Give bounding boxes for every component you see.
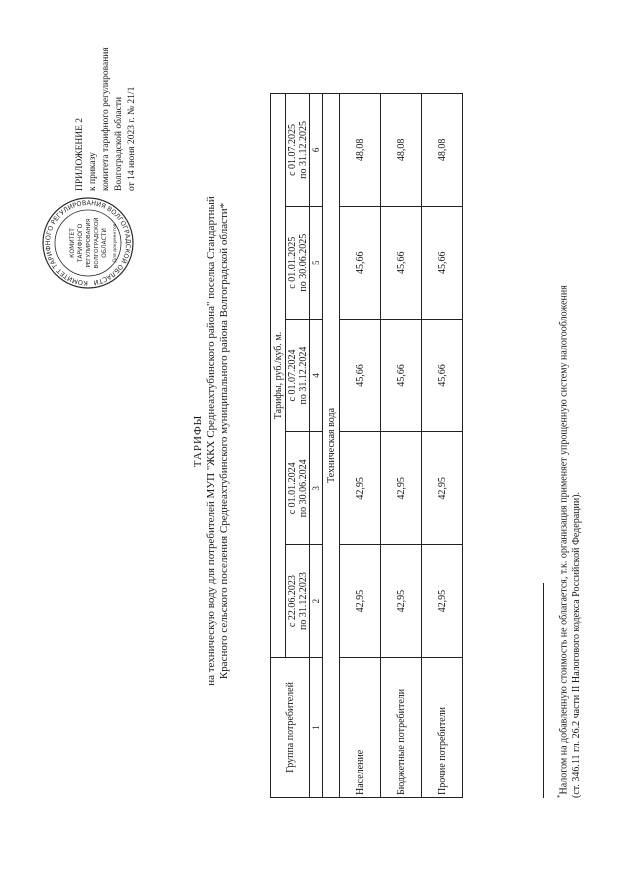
period-to: по 30.06.2025 — [297, 233, 309, 292]
column-number: 3 — [310, 432, 323, 545]
seal-inner-line-5: ОБЛАСТИ — [101, 228, 108, 258]
period-header — [286, 319, 310, 432]
period-header — [286, 94, 310, 207]
tariff-cell: 42,95 — [422, 432, 463, 545]
period-to: по 30.06.2024 — [297, 459, 309, 518]
tariff-cell: 48,08 — [340, 94, 381, 207]
official-seal-stamp — [40, 195, 136, 291]
tariff-cell: 45,66 — [381, 206, 422, 319]
period-from: с 01.07.2025 — [286, 123, 298, 176]
footnote-marker: * — [556, 794, 564, 798]
column-number: 5 — [310, 206, 323, 319]
appendix-title: ПРИЛОЖЕНИЕ 2 — [75, 117, 85, 191]
tariff-cell: 42,95 — [381, 432, 422, 545]
period-from: с 01.01.2025 — [286, 236, 298, 289]
period-to: по 31.12.2023 — [297, 572, 309, 631]
appendix-date-number: от 14 июня 2023 г. № 21/1 — [127, 86, 137, 191]
appendix-region: Волгоградской области — [114, 96, 124, 191]
tariff-cell: 45,66 — [381, 319, 422, 432]
seal-inner-line-3: РЕГУЛИРОВАНИЯ — [86, 218, 92, 268]
period-header — [286, 432, 310, 545]
column-number: 2 — [310, 545, 323, 658]
tariff-cell: 45,66 — [422, 319, 463, 432]
col-header-tariffs: Тарифы, руб./куб. м. — [271, 94, 286, 658]
tariff-cell: 45,66 — [422, 206, 463, 319]
period-header — [286, 545, 310, 658]
period-from: с 01.01.2024 — [286, 462, 298, 515]
tariff-cell: 45,66 — [340, 206, 381, 319]
consumer-group-cell: Бюджетные потребители — [381, 658, 422, 798]
column-number: 6 — [310, 94, 323, 207]
document-title: ТАРИФЫ — [192, 414, 204, 468]
column-number: 1 — [310, 658, 323, 798]
consumer-group-cell: Прочие потребители — [422, 658, 463, 798]
column-number: 4 — [310, 319, 323, 432]
seal-inner-line-1: КОМИТЕТ — [69, 228, 76, 258]
period-to: по 31.12.2025 — [297, 120, 309, 179]
col-header-consumer-group: Группа потребителей — [271, 658, 310, 798]
seal-bottom-text: Для документов — [113, 223, 118, 263]
period-to: по 31.12.2024 — [297, 346, 309, 405]
document-subtitle-line-2: Красного сельского поселения Среднеахтубинского муниципального района Волгоградской области* — [218, 202, 230, 680]
seal-inner-line-4: ВОЛГОГРАДСКОЙ — [94, 217, 100, 269]
period-from: с 22.06.2023 — [286, 575, 298, 628]
table-row — [340, 94, 381, 798]
table-row — [381, 94, 422, 798]
footnote-separator — [543, 583, 544, 798]
tariff-cell: 48,08 — [422, 94, 463, 207]
footnote-line-1 — [554, 93, 570, 798]
footnote — [554, 93, 583, 798]
tariff-cell: 42,95 — [422, 545, 463, 658]
tariff-table — [270, 93, 463, 798]
consumer-group-cell: Население — [340, 658, 381, 798]
document-title-block — [192, 91, 231, 791]
tariff-cell: 42,95 — [340, 545, 381, 658]
footnote-text-1: Налогом на добавленную стоимость не облагается, т.к. организация применяет упрощенную систему налогообложения — [558, 285, 570, 795]
tariff-cell: 45,66 — [340, 319, 381, 432]
table-row — [422, 94, 463, 798]
tariff-cell: 42,95 — [381, 545, 422, 658]
period-from: с 01.07.2024 — [286, 349, 298, 402]
seal-graphic — [40, 195, 136, 291]
appendix-header — [74, 0, 139, 191]
seal-inner-line-2: ТАРИФНОГО — [77, 223, 84, 263]
document-subtitle-line-1: на техническую воду для потребителей МУП "ЖКХ Среднеахтубинского района" поселка Стандартный — [205, 196, 217, 686]
section-header-technical-water: Техническая вода — [323, 94, 340, 798]
appendix-committee: комитета тарифного регулирования — [101, 47, 111, 191]
footnote-line-2: (ст. 346.11 гл. 26.2 части II Налогового кодекса Российской Федерации). — [571, 491, 583, 798]
tariff-cell: 42,95 — [340, 432, 381, 545]
tariff-cell: 48,08 — [381, 94, 422, 207]
period-header — [286, 206, 310, 319]
seal-outer-text: КОМИТЕТ ТАРИФНОГО РЕГУЛИРОВАНИЯ ВОЛГОГРАДСКОЙ ОБЛАСТИ — [43, 198, 133, 288]
appendix-order-ref: к приказу — [88, 152, 98, 191]
